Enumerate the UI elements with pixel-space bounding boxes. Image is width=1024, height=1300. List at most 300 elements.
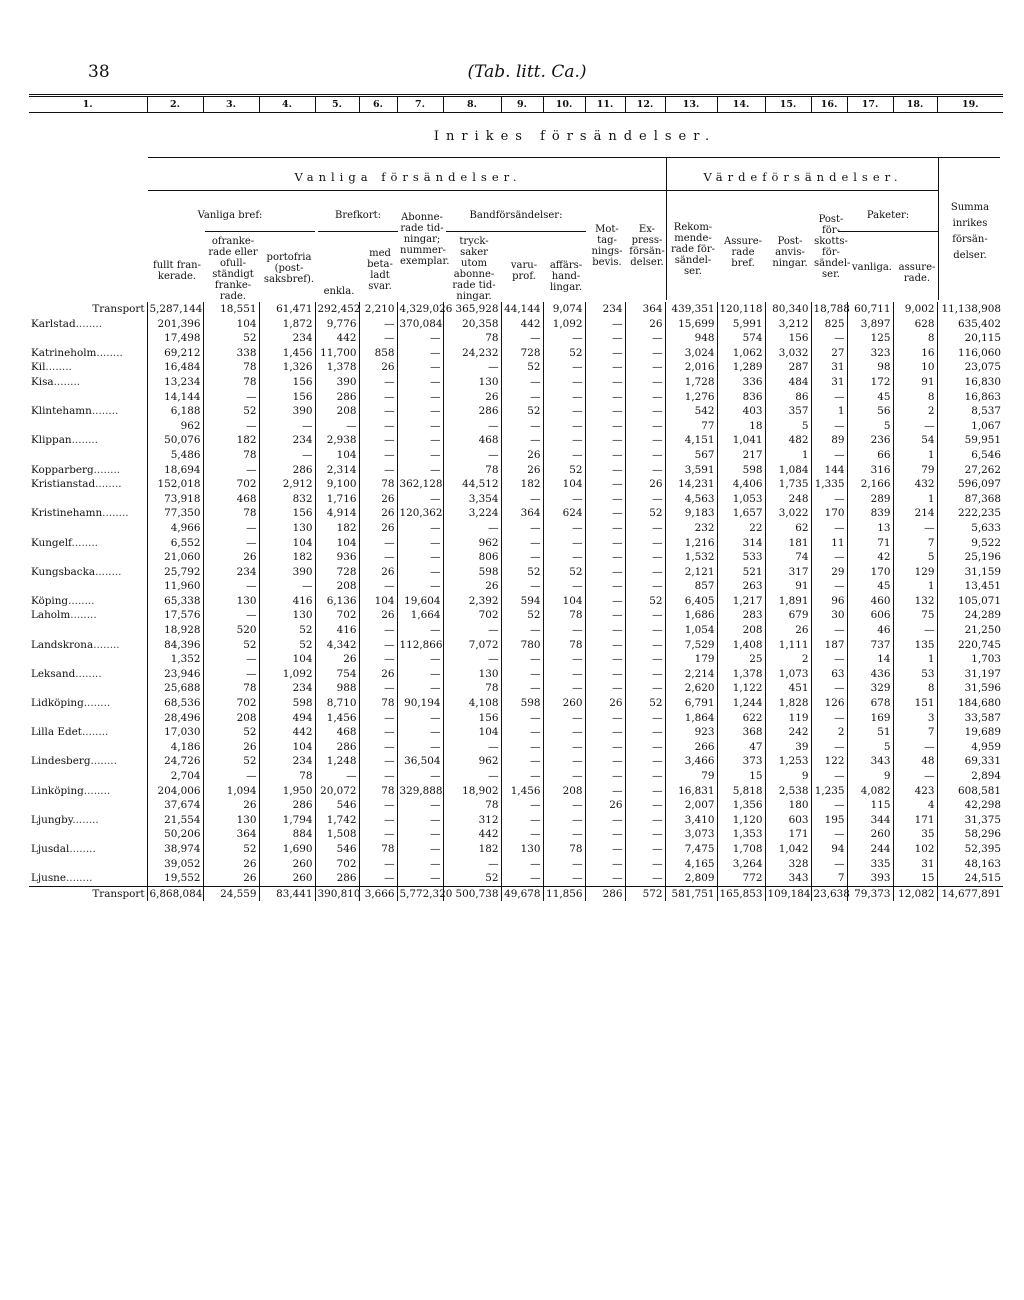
table-cell: — xyxy=(397,536,443,551)
table-cell: 14 xyxy=(847,652,893,667)
table-cell: — xyxy=(625,813,665,828)
table-cell: — xyxy=(625,623,665,638)
table-cell: 5 xyxy=(765,419,811,434)
place-name: Landskrona........ xyxy=(31,638,120,651)
table-cell: 58,296 xyxy=(937,827,1003,842)
table-cell: — xyxy=(501,492,543,507)
table-row xyxy=(29,784,1003,799)
table-cell: 266 xyxy=(665,740,717,755)
table-cell: 365,928 xyxy=(443,302,501,317)
table-cell: — xyxy=(811,331,847,346)
table-cell: 9 xyxy=(847,769,893,784)
leader-dots: ........ xyxy=(69,842,96,855)
table-cell: — xyxy=(501,857,543,872)
place-name xyxy=(29,652,147,667)
table-cell: 567 xyxy=(665,448,717,463)
table-cell: 13,234 xyxy=(147,375,203,390)
table-cell: 184,680 xyxy=(937,696,1003,711)
table-cell: 598 xyxy=(717,463,765,478)
leader-dots: ........ xyxy=(83,784,111,797)
header-c9: varu-prof. xyxy=(510,260,538,282)
table-cell: 1,053 xyxy=(717,492,765,507)
table-cell: 1,872 xyxy=(259,317,315,332)
table-cell: 78 xyxy=(359,477,397,492)
table-cell: — xyxy=(543,579,585,594)
place-name xyxy=(29,681,147,696)
table-cell: 8,710 xyxy=(315,696,359,711)
table-cell: — xyxy=(811,448,847,463)
table-cell: — xyxy=(543,550,585,565)
table-cell: 26 xyxy=(585,696,625,711)
table-cell: 442 xyxy=(443,827,501,842)
table-cell: — xyxy=(585,784,625,799)
table-cell: 87,368 xyxy=(937,492,1003,507)
table-cell: — xyxy=(585,390,625,405)
table-cell: 260 xyxy=(543,696,585,711)
table-cell: 26 xyxy=(359,506,397,521)
table-cell: 286 xyxy=(443,404,501,419)
table-cell: 635,402 xyxy=(937,317,1003,332)
table-cell: — xyxy=(625,740,665,755)
table-cell: 23,946 xyxy=(147,667,203,682)
table-cell: 1,657 xyxy=(717,506,765,521)
table-cell: 26 xyxy=(203,798,259,813)
table-cell: 78 xyxy=(443,681,501,696)
table-cell: 286 xyxy=(259,463,315,478)
table-cell: 234 xyxy=(585,302,625,317)
header-c14: Assure-rade bref. xyxy=(723,236,762,269)
place-name: Ljusne........ xyxy=(31,872,93,885)
table-cell: — xyxy=(585,871,625,886)
leader-dots: ........ xyxy=(102,507,129,520)
table-cell: 1,950 xyxy=(259,784,315,799)
table-cell: 19,604 xyxy=(397,594,443,609)
table-cell: 182 xyxy=(443,842,501,857)
table-cell: 51 xyxy=(847,725,893,740)
table-cell: 120,362 xyxy=(397,506,443,521)
table-cell: 542 xyxy=(665,404,717,419)
table-cell: 182 xyxy=(259,550,315,565)
table-cell: 316 xyxy=(847,463,893,478)
table-cell: 104 xyxy=(259,740,315,755)
table-cell: 1,735 xyxy=(765,477,811,492)
table-cell: — xyxy=(585,623,625,638)
table-cell: — xyxy=(585,550,625,565)
table-cell: 1,664 xyxy=(397,608,443,623)
table-cell: 19,552 xyxy=(147,871,203,886)
table-row xyxy=(29,302,1003,317)
table-cell: 42,298 xyxy=(937,798,1003,813)
table-cell: 581,751 xyxy=(665,886,717,901)
table-row xyxy=(29,360,1003,375)
table-cell: — xyxy=(501,827,543,842)
table-cell: 368 xyxy=(717,725,765,740)
table-cell: 3,212 xyxy=(765,317,811,332)
place-name xyxy=(29,550,147,565)
table-cell: — xyxy=(443,769,501,784)
table-cell: 62 xyxy=(765,521,811,536)
table-cell: — xyxy=(625,463,665,478)
table-cell: 9 xyxy=(765,769,811,784)
table-cell: — xyxy=(893,769,937,784)
table-cell: 286 xyxy=(259,798,315,813)
table-cell: 78 xyxy=(203,360,259,375)
table-cell: — xyxy=(397,827,443,842)
column-number: 17. xyxy=(847,96,893,113)
leader-dots: ........ xyxy=(72,813,99,826)
table-cell: 15 xyxy=(893,871,937,886)
header-c17: vanliga. xyxy=(852,262,892,273)
table-cell: 18,551 xyxy=(203,302,259,317)
table-cell: 16,831 xyxy=(665,784,717,799)
table-cell: 52 xyxy=(625,696,665,711)
table-cell: 780 xyxy=(501,638,543,653)
table-cell: 484 xyxy=(765,375,811,390)
table-cell: 292,452 xyxy=(315,302,359,317)
column-number: 6. xyxy=(359,96,397,113)
table-cell: — xyxy=(585,375,625,390)
table-cell: 52 xyxy=(203,725,259,740)
column-number: 18. xyxy=(893,96,937,113)
table-cell: 234 xyxy=(203,565,259,580)
table-cell: 4,186 xyxy=(147,740,203,755)
table-cell: 91 xyxy=(893,375,937,390)
table-cell: — xyxy=(625,448,665,463)
table-cell: 77,350 xyxy=(147,506,203,521)
table-cell: 468 xyxy=(203,492,259,507)
table-row xyxy=(29,798,1003,813)
table-cell: 423 xyxy=(893,784,937,799)
table-cell: 31,596 xyxy=(937,681,1003,696)
table-cell: 52 xyxy=(501,565,543,580)
table-cell: 286 xyxy=(315,390,359,405)
table-cell: — xyxy=(543,871,585,886)
table-row xyxy=(29,477,1003,492)
table-cell: — xyxy=(625,827,665,842)
table-cell: 11 xyxy=(811,536,847,551)
table-cell: 4,165 xyxy=(665,857,717,872)
table-cell: — xyxy=(585,433,625,448)
table-row xyxy=(29,463,1003,478)
table-cell: 151 xyxy=(893,696,937,711)
table-cell: 263 xyxy=(717,579,765,594)
table-cell: 451 xyxy=(765,681,811,696)
table-cell: 171 xyxy=(893,813,937,828)
table-cell: 130 xyxy=(203,813,259,828)
table-cell: 156 xyxy=(765,331,811,346)
table-cell: — xyxy=(359,711,397,726)
header-c11: Mot-tag-nings-bevis. xyxy=(591,224,623,268)
place-name: Kungsbacka........ xyxy=(31,565,122,578)
table-cell: 63 xyxy=(811,667,847,682)
table-cell: 6,546 xyxy=(937,448,1003,463)
column-number: 16. xyxy=(811,96,847,113)
table-cell: 25,196 xyxy=(937,550,1003,565)
table-cell: — xyxy=(811,798,847,813)
table-cell: 80,340 xyxy=(765,302,811,317)
table-cell: — xyxy=(811,492,847,507)
table-cell: 187 xyxy=(811,638,847,653)
table-cell: 314 xyxy=(717,536,765,551)
table-cell: 20,115 xyxy=(937,331,1003,346)
table-cell: — xyxy=(625,769,665,784)
table-cell: 56 xyxy=(847,404,893,419)
table-cell: — xyxy=(203,419,259,434)
table-cell: — xyxy=(811,681,847,696)
table-cell: 156 xyxy=(259,390,315,405)
table-cell: 9,100 xyxy=(315,477,359,492)
table-cell: 78 xyxy=(259,769,315,784)
leader-dots: ........ xyxy=(75,317,103,330)
column-number: 3. xyxy=(203,96,259,113)
table-cell: 14,231 xyxy=(665,477,717,492)
table-cell: 181 xyxy=(765,536,811,551)
header-c13: Rekom-mende-rade för-sändel-ser. xyxy=(670,222,716,277)
table-cell: 857 xyxy=(665,579,717,594)
table-cell: 1,276 xyxy=(665,390,717,405)
table-cell: 2,016 xyxy=(665,360,717,375)
table-cell: 4 xyxy=(893,798,937,813)
table-cell: 33,587 xyxy=(937,711,1003,726)
table-cell: 628 xyxy=(893,317,937,332)
table-cell: 2,214 xyxy=(665,667,717,682)
table-cell: 2,392 xyxy=(443,594,501,609)
table-cell: 242 xyxy=(765,725,811,740)
table-cell: 52,395 xyxy=(937,842,1003,857)
table-cell: — xyxy=(359,798,397,813)
table-cell: — xyxy=(397,857,443,872)
table-cell: 52 xyxy=(203,842,259,857)
table-cell: 1,532 xyxy=(665,550,717,565)
table-cell: 754 xyxy=(315,667,359,682)
table-cell: — xyxy=(625,681,665,696)
table-cell: 195 xyxy=(811,813,847,828)
table-cell: — xyxy=(543,521,585,536)
table-cell: 436 xyxy=(847,667,893,682)
table-cell: 50,076 xyxy=(147,433,203,448)
table-cell: 9,183 xyxy=(665,506,717,521)
table-cell: 84,396 xyxy=(147,638,203,653)
table-cell: 125 xyxy=(847,331,893,346)
table-cell: — xyxy=(811,579,847,594)
table-cell: — xyxy=(501,331,543,346)
table-cell: 48,163 xyxy=(937,857,1003,872)
table-cell: 7 xyxy=(893,725,937,740)
place-name: Karlstad........ xyxy=(31,317,103,330)
table-cell: 52 xyxy=(203,404,259,419)
table-cell: — xyxy=(203,608,259,623)
table-row xyxy=(29,550,1003,565)
table-cell: 102 xyxy=(893,842,937,857)
table-row xyxy=(29,667,1003,682)
table-cell: 4,151 xyxy=(665,433,717,448)
table-cell: 52 xyxy=(625,506,665,521)
table-cell: 1 xyxy=(811,404,847,419)
table-cell: 6,188 xyxy=(147,404,203,419)
table-cell: — xyxy=(585,536,625,551)
table-cell: 1,508 xyxy=(315,827,359,842)
table-cell: — xyxy=(543,623,585,638)
table-cell: — xyxy=(811,550,847,565)
table-cell: 1,122 xyxy=(717,681,765,696)
table-cell: — xyxy=(625,375,665,390)
table-row xyxy=(29,696,1003,711)
table-row xyxy=(29,375,1003,390)
table-cell: — xyxy=(543,813,585,828)
table-cell: 1,352 xyxy=(147,652,203,667)
table-cell: 104 xyxy=(359,594,397,609)
table-cell: 1,456 xyxy=(315,711,359,726)
table-cell: — xyxy=(585,448,625,463)
column-number: 11. xyxy=(585,96,625,113)
table-cell: 214 xyxy=(893,506,937,521)
table-cell: — xyxy=(625,711,665,726)
place-name: Klintehamn........ xyxy=(31,405,119,418)
table-cell: — xyxy=(543,725,585,740)
header-vanliga: Vanliga försändelser. xyxy=(294,170,522,184)
column-number: 13. xyxy=(665,96,717,113)
header-c12: Ex-press-försän-delser. xyxy=(629,224,665,268)
header-c7: Abonne-rade tid-ningar; nummer-exemplar. xyxy=(400,212,450,267)
table-cell: 1,041 xyxy=(717,433,765,448)
table-cell: — xyxy=(203,536,259,551)
table-cell: — xyxy=(443,360,501,375)
table-cell: 2,938 xyxy=(315,433,359,448)
table-cell: 89 xyxy=(811,433,847,448)
table-cell: 312 xyxy=(443,813,501,828)
table-cell: — xyxy=(501,667,543,682)
table-cell: — xyxy=(811,521,847,536)
table-cell: 390 xyxy=(259,404,315,419)
table-cell: 5,991 xyxy=(717,317,765,332)
table-cell: 236 xyxy=(847,433,893,448)
table-cell: — xyxy=(543,419,585,434)
table-cell: 2,809 xyxy=(665,871,717,886)
leader-dots: ........ xyxy=(81,726,109,739)
table-cell: 26 xyxy=(765,623,811,638)
table-cell: — xyxy=(359,419,397,434)
table-cell: 15 xyxy=(717,769,765,784)
table-cell: 329 xyxy=(847,681,893,696)
column-number: 9. xyxy=(501,96,543,113)
table-cell: 135 xyxy=(893,638,937,653)
column-number: 19. xyxy=(937,96,1003,113)
table-cell: 48 xyxy=(893,754,937,769)
table-cell: — xyxy=(359,725,397,740)
page-number: 38 xyxy=(88,62,110,82)
place-name: Lilla Edet........ xyxy=(31,726,109,739)
table-cell: 1,244 xyxy=(717,696,765,711)
table-cell: — xyxy=(443,740,501,755)
table-cell: — xyxy=(397,740,443,755)
table-cell: — xyxy=(811,827,847,842)
table-cell: 1,054 xyxy=(665,623,717,638)
table-cell: 22 xyxy=(717,521,765,536)
table-cell: 7,072 xyxy=(443,638,501,653)
table-cell: — xyxy=(397,565,443,580)
leader-dots: ........ xyxy=(45,361,72,374)
table-row xyxy=(29,857,1003,872)
table-cell: 1,120 xyxy=(717,813,765,828)
table-cell: 17,030 xyxy=(147,725,203,740)
table-cell: 1 xyxy=(893,448,937,463)
table-cell: — xyxy=(585,827,625,842)
leader-dots: ........ xyxy=(95,565,122,578)
table-cell: — xyxy=(543,798,585,813)
table-cell: — xyxy=(585,506,625,521)
table-cell: 104 xyxy=(443,725,501,740)
header-c5: enkla. xyxy=(323,286,355,297)
table-cell: 26 xyxy=(359,492,397,507)
table-cell: 26 xyxy=(203,550,259,565)
table-cell: — xyxy=(203,667,259,682)
leader-dots: ........ xyxy=(68,594,95,607)
table-cell: — xyxy=(397,390,443,405)
table-cell: — xyxy=(501,813,543,828)
table-cell: 52 xyxy=(501,360,543,375)
table-cell: — xyxy=(625,667,665,682)
table-cell: 1,073 xyxy=(765,667,811,682)
table-cell: 169 xyxy=(847,711,893,726)
table-cell: 836 xyxy=(717,390,765,405)
table-row xyxy=(29,594,1003,609)
table-cell: — xyxy=(443,448,501,463)
table-cell: 594 xyxy=(501,594,543,609)
table-cell: 5,633 xyxy=(937,521,1003,536)
table-cell: 737 xyxy=(847,638,893,653)
table-cell: — xyxy=(811,769,847,784)
table-cell: 24,559 xyxy=(203,886,259,901)
table-cell: 442 xyxy=(259,725,315,740)
table-cell: — xyxy=(625,871,665,886)
table-cell: — xyxy=(359,813,397,828)
table-cell: 18,928 xyxy=(147,623,203,638)
table-cell: — xyxy=(397,463,443,478)
table-cell: 171 xyxy=(765,827,811,842)
table-cell: 825 xyxy=(811,317,847,332)
table-cell: 839 xyxy=(847,506,893,521)
table-cell: 3,666 xyxy=(359,886,397,901)
table-cell: 78 xyxy=(543,638,585,653)
table-cell: 520 xyxy=(203,623,259,638)
leader-dots: ........ xyxy=(71,536,98,549)
table-cell: 7 xyxy=(893,536,937,551)
header-inrikes: Inrikes försändelser. xyxy=(433,129,717,144)
table-cell: 78 xyxy=(443,331,501,346)
table-cell: 78 xyxy=(203,375,259,390)
table-cell: — xyxy=(625,725,665,740)
table-cell: 46 xyxy=(847,623,893,638)
table-cell: — xyxy=(585,594,625,609)
table-cell: 10 xyxy=(893,360,937,375)
table-row xyxy=(29,404,1003,419)
table-cell: 608,581 xyxy=(937,784,1003,799)
table-cell: — xyxy=(585,725,625,740)
table-cell: 2,166 xyxy=(847,477,893,492)
statistics-table xyxy=(29,94,1003,901)
table-cell: 130 xyxy=(259,521,315,536)
table-cell: — xyxy=(625,798,665,813)
table-cell: 52 xyxy=(543,565,585,580)
table-cell: 858 xyxy=(359,346,397,361)
table-row xyxy=(29,871,1003,886)
table-cell: 232 xyxy=(665,521,717,536)
table-cell: 1,378 xyxy=(315,360,359,375)
table-cell: — xyxy=(625,550,665,565)
table-cell: — xyxy=(359,390,397,405)
table-cell: 26 xyxy=(359,667,397,682)
table-cell: 3,073 xyxy=(665,827,717,842)
